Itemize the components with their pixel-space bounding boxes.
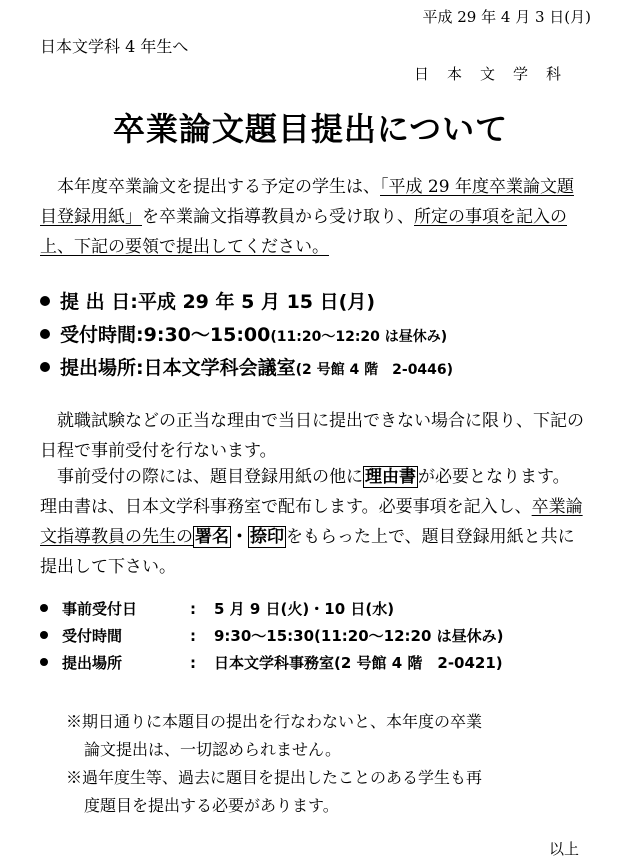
advisor-text: 卒業論文指導教員の先生の [40, 497, 583, 547]
note-line: ※期日通りに本題目の提出を行なわないと、本年度の卒業 [66, 712, 483, 731]
item-label: 提 出 日 [60, 291, 131, 313]
form-name: 「平成 29 年度卒業論文題目登録用紙」 [40, 177, 574, 227]
item-label: 受付時間 [60, 324, 137, 346]
item-note: (11:20～12:20 は昼休み) [270, 329, 448, 345]
list-item: 提 出 日:平成 29 年 5 月 15 日(月) [40, 286, 453, 319]
item-label: 受付時間 [62, 627, 123, 645]
list-item: 提出場所 : 日本文学科事務室(2 号館 4 階 2-0421) [40, 650, 503, 677]
bullet-icon [40, 631, 48, 639]
bullet-icon [40, 362, 50, 372]
note-line: ※過年度生等、過去に題目を提出したことのある学生も再 [66, 768, 483, 787]
early-text-c: をもらった上で、題目登録用紙と共に提出して下さい。 [40, 527, 575, 577]
list-item: 事前受付日 : 5 月 9 日(火)・10 日(水) [40, 596, 503, 623]
list-item: 受付時間:9:30～15:00(11:20～12:20 は昼休み) [40, 319, 453, 352]
list-item: 提出場所:日本文学科会議室(2 号館 4 階 2-0446) [40, 352, 453, 385]
intro-paragraph [40, 172, 585, 262]
early-paragraph-2 [40, 462, 585, 582]
item-value: 平成 29 年 5 月 15 日(月) [137, 291, 376, 313]
item-label: 事前受付日 [62, 600, 138, 618]
item-value: 日本文学科会議室 [143, 357, 296, 379]
item-value: 日本文学科事務室(2 号館 4 階 2-0421) [214, 654, 503, 672]
item-label: 提出場所 [60, 357, 137, 379]
document-date: 平成 29 年 4 月 3 日(月) [422, 8, 591, 26]
item-value: 9:30～15:00 [143, 324, 271, 346]
early-text-b: が必要となります。理由書は、日本文学科事務室で配布します。必要事項を記入し、 [40, 467, 570, 517]
recipient: 日本文学科 4 年生へ [40, 37, 189, 56]
intro-instruction: 所定の事項を記入の上、下記の要領で提出してください。 [40, 207, 567, 257]
note-1 [66, 708, 482, 764]
reason-document: 理由書 [365, 467, 416, 487]
signature-label: 署名 [195, 527, 229, 547]
closing-text: 以上 [548, 840, 579, 858]
main-schedule-list [40, 286, 453, 385]
separator: ・ [231, 527, 248, 547]
department: 日本文学科 [413, 65, 579, 83]
item-label: 提出場所 [62, 654, 123, 672]
seal-label: 捺印 [250, 527, 284, 547]
bullet-icon [40, 604, 48, 612]
note-line: 度題目を提出する必要があります。 [84, 796, 339, 815]
item-note: (2 号館 4 階 2-0446) [295, 362, 454, 378]
intro-text-1: 本年度卒業論文を提出する予定の学生は、 [57, 177, 380, 197]
early-text-a: 事前受付の際には、題目登録用紙の他に [57, 467, 363, 487]
intro-text-2: を卒業論文指導教員から受け取り、 [142, 207, 414, 227]
note-line: 論文提出は、一切認められません。 [84, 740, 341, 759]
note-2 [66, 764, 482, 820]
item-value: 5 月 9 日(火)・10 日(水) [214, 600, 395, 618]
item-value: 9:30～15:30(11:20～12:20 は昼休み) [214, 627, 504, 645]
page-title: 卒業論文題目提出について [112, 110, 509, 148]
list-item: 受付時間 : 9:30～15:30(11:20～12:20 は昼休み) [40, 623, 503, 650]
bullet-icon [40, 658, 48, 666]
early-paragraph-1 [40, 406, 585, 466]
bullet-icon [40, 329, 50, 339]
early-schedule-list [40, 596, 503, 677]
early-text: 就職試験などの正当な理由で当日に提出できない場合に限り、下記の日程で事前受付を行ないます。 [40, 411, 584, 461]
bullet-icon [40, 296, 50, 306]
